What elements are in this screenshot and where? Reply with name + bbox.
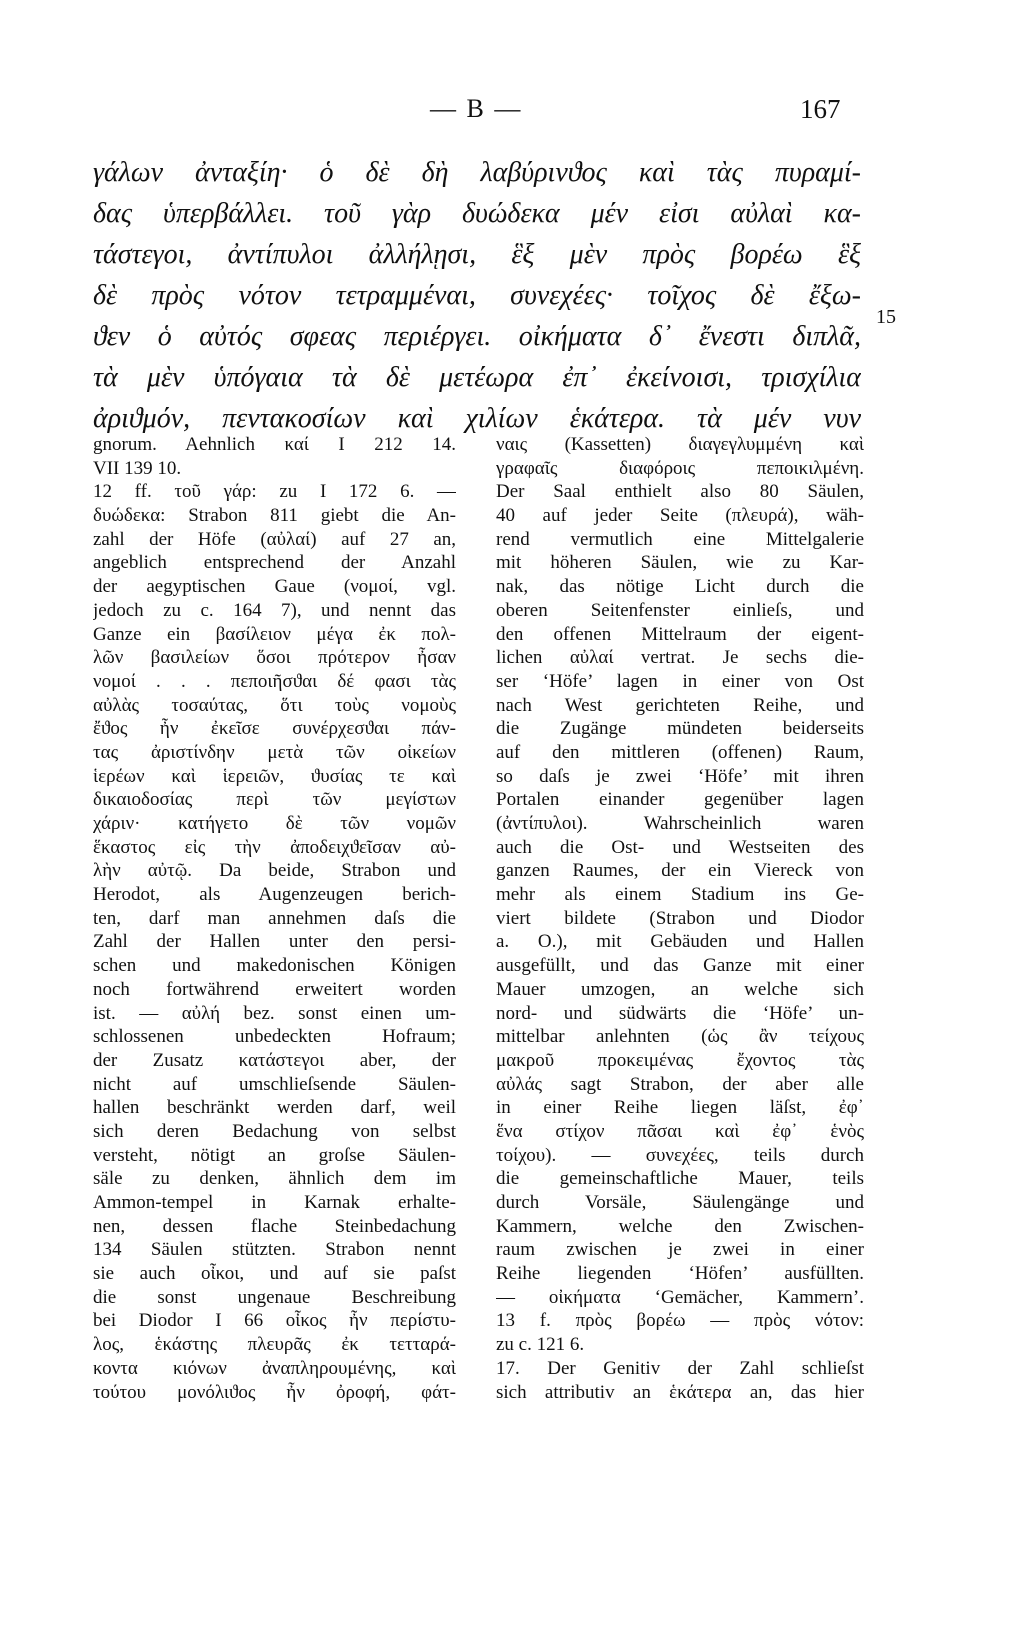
note-line: mehr als einem Stadium ins Ge- xyxy=(496,884,864,906)
note-line: λος, ἑκάστης πλευρᾶς ἐκ τετταρά- xyxy=(93,1334,456,1356)
note-line: δυώδεκα: Strabon 811 giebt die An- xyxy=(93,505,456,527)
note-line: schen und makedonischen Königen xyxy=(93,955,456,977)
note-line: sich deren Bedachung von selbst xyxy=(93,1120,456,1142)
note-line: χάριν· κατήγετο δὲ τῶν νομῶν xyxy=(93,813,456,834)
note-line: schlossenen unbedeckten Hofraum; xyxy=(93,1026,456,1048)
note-line: νομοί . . . πεποιῆσϑαι δέ φασι τὰς xyxy=(93,670,456,692)
note-line: die Zugänge mündeten beiderseits xyxy=(496,718,864,740)
note-line: Mauer umzogen, an welche sich xyxy=(496,978,864,1000)
commentary-right-column xyxy=(496,433,864,1404)
note-line: τούτου μονόλιϑος ἦν ὀροφή, φάτ- xyxy=(93,1381,456,1403)
note-line: auf den mittleren (offenen) Raum, xyxy=(496,741,864,763)
note-line: bei Diodor I 66 οἶκος ἦν περίστυ- xyxy=(93,1310,456,1332)
main-text-line: τάστεγοι, ἀντίπυλοι ἀλλήλῃσι, ἓξ μὲν πρὸς βορέω ἓξ xyxy=(93,239,861,270)
note-line: ἕνα στίχον πᾶσαι καὶ ἐφ᾽ ἑνὸς xyxy=(496,1120,864,1142)
main-text-line: δὲ πρὸς νότον τετραμμέναι, συνεχέες· τοῖχος δὲ ἔξω- xyxy=(93,280,861,311)
note-line: ausgefüllt, und das Ganze mit einer xyxy=(496,955,864,977)
note-line: jedoch zu c. 164 7), und nennt das xyxy=(93,599,456,621)
note-line: VII 139 10. xyxy=(93,457,182,479)
page-header xyxy=(0,94,1024,134)
note-line: ganzen Raumes, der ein Viereck von xyxy=(496,860,864,882)
note-line: viert bildete (Strabon und Diodor xyxy=(496,907,864,929)
note-line: 17. Der Genitiv der Zahl schlieſst xyxy=(496,1357,864,1379)
note-line: mit höheren Säulen, wie zu Kar- xyxy=(496,552,864,574)
main-text-line: ϑεν ὁ αὐτός σφεας περιέργει. οἰκήματα δ᾽ ἔνεστι διπλᾶ, xyxy=(93,321,861,352)
note-line: nen, dessen flache Steinbedachung xyxy=(93,1215,456,1237)
note-line: αὐλάς sagt Strabon, der aber alle xyxy=(496,1073,864,1095)
note-line: Herodot, als Augenzeugen berich- xyxy=(93,884,456,906)
note-line: rend vermutlich eine Mittelgalerie xyxy=(496,528,864,550)
note-line: ἱερέων καὶ ἱερειῶν, ϑυσίας τε καὶ xyxy=(93,765,456,787)
note-line: durch Vorsäle, Säulengänge und xyxy=(496,1192,864,1213)
note-line: so daſs je zwei ‘Höfe’ mit ihren xyxy=(496,765,864,787)
note-line: λὴν αὐτῷ. Da beide, Strabon und xyxy=(93,860,456,882)
note-line: nak, das nötige Licht durch die xyxy=(496,576,864,598)
note-line: a. O.), mit Gebäuden und Hallen xyxy=(496,931,864,953)
note-line: gnorum. Aehnlich καί I 212 14. xyxy=(93,434,456,455)
note-line: Ammon-tempel in Karnak erhalte- xyxy=(93,1192,456,1213)
main-text-line: τὰ μὲν ὑπόγαια τὰ δὲ μετέωρα ἐπ᾽ ἐκείνοισι, τρισχίλια xyxy=(93,362,861,393)
note-line: 13 f. πρὸς βορέω — πρὸς νότον: xyxy=(496,1310,864,1332)
note-line: zahl der Höfe (αὐλαί) auf 27 an, xyxy=(93,528,456,550)
note-line: angeblich entsprechend der Anzahl xyxy=(93,552,456,574)
note-line: Ganze ein βασίλειον μέγα ἐκ πολ- xyxy=(93,623,456,645)
note-line: κοντα κιόνων ἀναπληρουμένης, καὶ xyxy=(93,1357,456,1379)
commentary-left-column xyxy=(93,433,456,1404)
note-line: ten, darf man annehmen daſs die xyxy=(93,907,456,929)
note-line: τοίχου). — συνεχέες, teils durch xyxy=(496,1144,864,1166)
note-line: nord- und südwärts die ‘Höfe’ un- xyxy=(496,1002,864,1024)
note-line: ἔϑος ἦν ἐκεῖσε συνέρχεσϑαι πάν- xyxy=(93,718,456,740)
note-line: nicht auf umschlieſsende Säulen- xyxy=(93,1073,456,1095)
note-line: zu c. 121 6. xyxy=(496,1334,585,1356)
note-line: ser ‘Höfe’ lagen in einer von Ost xyxy=(496,670,864,692)
note-line: Der Saal enthielt also 80 Säulen, xyxy=(496,481,864,503)
note-line: lichen αὐλαί vertrat. Je sechs die- xyxy=(496,647,864,669)
note-line: Kammern, welche den Zwischen- xyxy=(496,1215,864,1237)
note-line: der Zusatz κατάστεγοι aber, der xyxy=(93,1049,456,1071)
note-line: sich attributiv an ἑκάτερα an, das hier xyxy=(496,1381,864,1403)
note-line: Reihe liegenden ‘Höfen’ ausfüllten. xyxy=(496,1263,864,1285)
note-line: (ἀντίπυλοι). Wahrscheinlich waren xyxy=(496,813,864,834)
main-text-line: δας ὑπερβάλλει. τοῦ γὰρ δυώδεκα μέν εἰσι αὐλαὶ κα- xyxy=(93,198,861,229)
note-line: ναις (Kassetten) διαγεγλυμμένη καὶ xyxy=(496,434,864,455)
main-text-line: γάλων ἀνταξίη· ὁ δὲ δὴ λαβύρινϑος καὶ τὰς πυραμί- xyxy=(93,157,861,188)
note-line: 40 auf jeder Seite (πλευρά), wäh- xyxy=(496,505,864,527)
note-line: mittelbar anlehnten (ὡς ἂν τείχους xyxy=(496,1026,864,1048)
note-line: 12 ff. τοῦ γάρ: zu I 172 6. — xyxy=(93,481,456,503)
note-line: — οἰκήματα ‘Gemächer, Kammern’. xyxy=(496,1286,864,1308)
note-line: ist. — αὐλή bez. sonst einen um- xyxy=(93,1002,456,1024)
note-line: sie auch οἶκοι, und auf sie paſst xyxy=(93,1263,456,1285)
note-line: nach West gerichteten Reihe, und xyxy=(496,694,864,716)
note-line: auch die Ost- und Westseiten des xyxy=(496,836,864,858)
note-line: der aegyptischen Gaue (νομοί, vgl. xyxy=(93,576,456,598)
main-greek-text xyxy=(93,152,861,439)
note-line: μακροῦ προκειμένας ἔχοντος τὰς xyxy=(496,1049,864,1071)
note-line: ἕκαστος εἰς τὴν ἀποδειχϑεῖσαν αὐ- xyxy=(93,836,456,858)
note-line: αὐλὰς τοσαύτας, ὅτι τοὺς νομοὺς xyxy=(93,694,456,716)
signature-mark: — B — xyxy=(430,94,523,123)
note-line: δικαιοδοσίας περὶ τῶν μεγίστων xyxy=(93,789,456,811)
note-line: Zahl der Hallen unter den persi- xyxy=(93,931,456,953)
note-line: λῶν βασιλείων ὅσοι πρότερον ἦσαν xyxy=(93,647,456,669)
note-line: versteht, nötigt an groſse Säulen- xyxy=(93,1144,456,1166)
note-line: den offenen Mittelraum der eigent- xyxy=(496,623,864,645)
note-line: in einer Reihe liegen läſst, ἐφ᾽ xyxy=(496,1097,864,1119)
margin-line-number: 15 xyxy=(876,306,896,328)
note-line: hallen beschränkt werden darf, weil xyxy=(93,1097,456,1119)
note-line: die gemeinschaftliche Mauer, teils xyxy=(496,1168,864,1190)
note-line: τας ἀριστίνδην μετὰ τῶν οἰκείων xyxy=(93,741,456,763)
note-line: γραφαῖς διαφόροις πεποικιλμένη. xyxy=(496,457,864,479)
note-line: raum zwischen je zwei in einer xyxy=(496,1239,864,1261)
note-line: die sonst ungenaue Beschreibung xyxy=(93,1286,456,1308)
note-line: noch fortwährend erweitert worden xyxy=(93,978,456,1000)
note-line: Portalen einander gegenüber lagen xyxy=(496,789,864,811)
note-line: oberen Seitenfenster einlieſs, und xyxy=(496,599,864,621)
main-text-line: ἀριϑμόν, πεντακοσίων καὶ χιλίων ἑκάτερα. τὰ μέν νυν xyxy=(93,403,861,434)
note-line: säle zu denken, ähnlich dem im xyxy=(93,1168,456,1190)
page-number: 167 xyxy=(800,94,841,124)
note-line: 134 Säulen stützten. Strabon nennt xyxy=(93,1239,456,1261)
